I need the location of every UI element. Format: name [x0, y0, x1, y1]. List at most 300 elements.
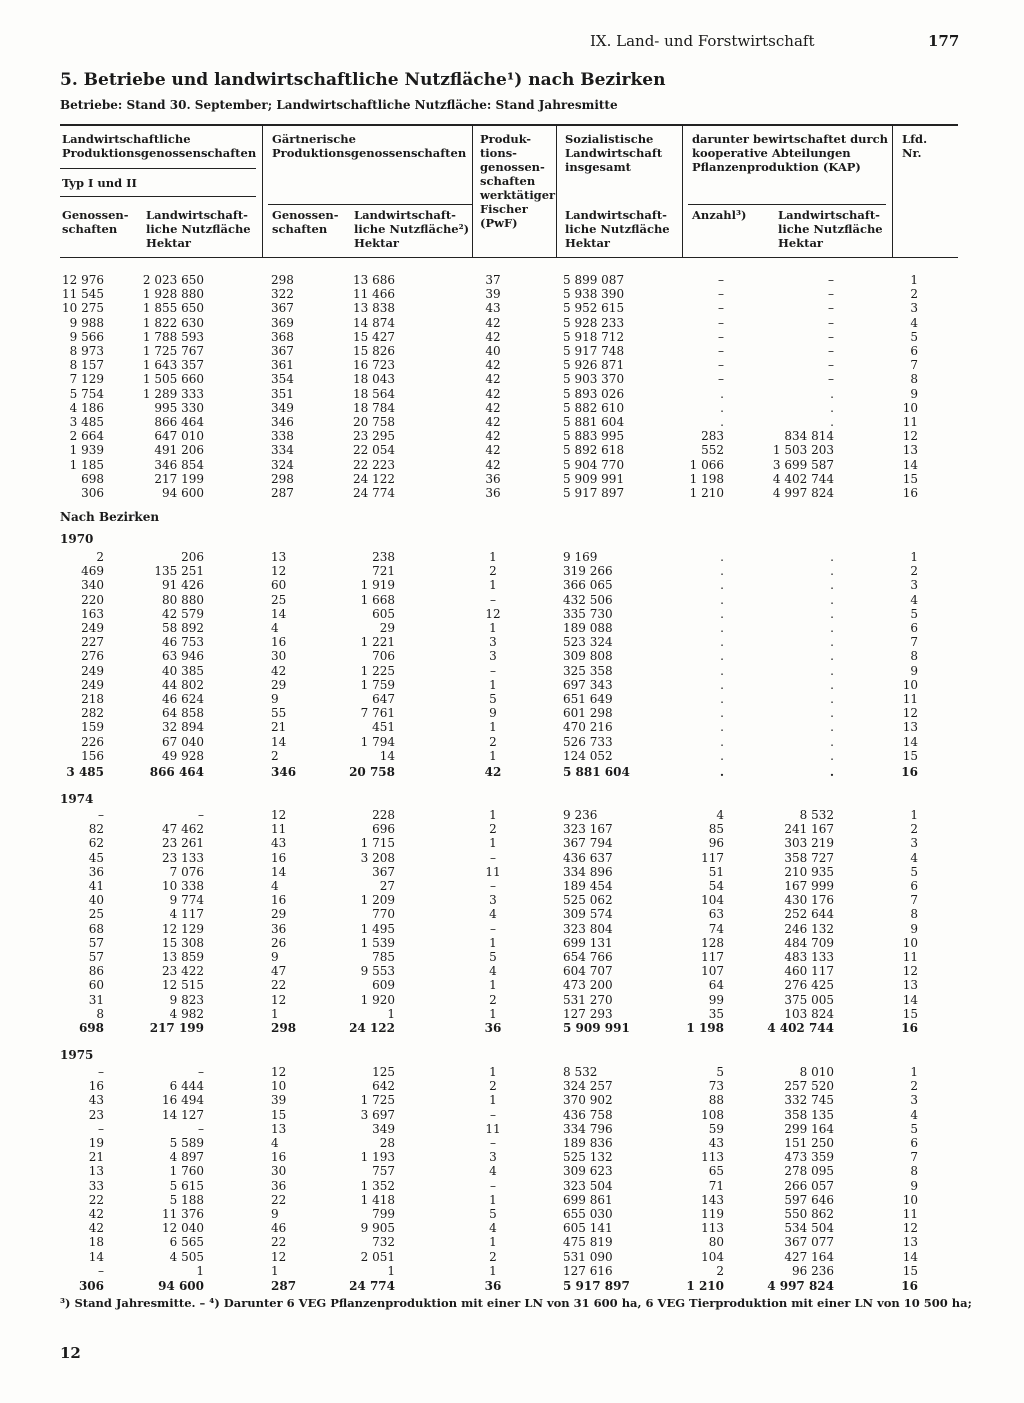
table-cell: 42	[485, 400, 501, 415]
table-row	[0, 344, 1024, 358]
table-cell: .	[830, 692, 834, 706]
table-cell: –	[490, 850, 496, 865]
table-cell: 654 766	[563, 950, 613, 964]
table-cell: 189 454	[563, 879, 613, 893]
table-cell: 1	[489, 1006, 497, 1021]
table-cell: 57	[88, 935, 104, 950]
table-cell: 46	[271, 1221, 287, 1236]
table-cell: 5 938 390	[563, 287, 625, 302]
table-cell: 1 725	[360, 1093, 395, 1108]
table-cell: 367	[271, 301, 294, 316]
table-cell: 59	[708, 1121, 724, 1136]
header-c2: Landwirtschaft- liche Nutzfläche Hektar	[146, 208, 251, 250]
table-cell: 40 385	[162, 663, 204, 678]
table-cell: 13	[88, 1164, 104, 1179]
table-cell: 9 236	[563, 808, 598, 822]
table-row	[0, 301, 1024, 315]
header-c1: Genossen- schaften	[62, 208, 129, 236]
table-cell: 4	[489, 1164, 497, 1179]
table-cell: 5 917 897	[563, 1279, 630, 1293]
table-cell: 5 754	[69, 386, 104, 401]
table-cell: .	[830, 621, 834, 635]
table-cell: 14	[902, 992, 918, 1007]
table-row	[0, 922, 1024, 936]
table-cell: 42	[88, 1207, 104, 1221]
table-cell: 1	[489, 1093, 497, 1108]
table-cell: 1 855 650	[142, 301, 204, 316]
table-cell: 4	[716, 808, 724, 822]
table-cell: .	[720, 400, 724, 415]
header-gpg: Gärtnerische Produktionsgenossenschaften	[272, 132, 467, 160]
table-cell: 2	[489, 1079, 497, 1094]
table-cell: 3	[489, 893, 497, 908]
table-cell: 550 862	[784, 1207, 834, 1221]
table-cell: 1 668	[360, 592, 395, 607]
table-cell: 276	[81, 649, 104, 664]
table-cell: 12	[902, 706, 918, 721]
table-cell: 36	[484, 1021, 502, 1035]
table-cell: 1	[489, 550, 497, 564]
table-cell: 249	[81, 621, 104, 635]
table-cell: 298	[271, 273, 294, 287]
footnote: ³) Stand Jahresmitte. – ⁴) Darunter 6 VEG Pflanzenproduktion mit einer LN von 31 600 ha, 6 VEG Tierproduktion mit einer LN von 10 500 ha;	[60, 1296, 972, 1310]
header-c3: Genossen- schaften	[272, 208, 339, 236]
table-cell: 42	[485, 443, 501, 458]
table-cell: 834 814	[784, 429, 834, 444]
table-cell: 11 466	[353, 287, 395, 302]
table-row	[0, 678, 1024, 692]
table-cell: 25	[88, 907, 104, 922]
table-cell: 13	[902, 443, 918, 458]
table-cell: 210 935	[784, 864, 834, 879]
table-cell: 995 330	[154, 400, 204, 415]
table-cell: 117	[701, 850, 724, 865]
header-c4: Landwirtschaft- liche Nutzfläche²) Hektar	[354, 208, 470, 250]
table-cell: 5 883 995	[563, 429, 625, 444]
table-cell: 3	[489, 635, 497, 650]
table-cell: 60	[88, 978, 104, 993]
table-row	[0, 664, 1024, 678]
table-cell: 8	[910, 372, 918, 387]
table-cell: 799	[372, 1207, 395, 1221]
table-cell: 322	[271, 287, 294, 302]
table-cell: 46 624	[162, 692, 204, 706]
table-cell: 227	[81, 635, 104, 650]
table-cell: 278 095	[784, 1164, 834, 1179]
table-cell: 5 882 610	[563, 400, 625, 415]
table-cell: 62	[88, 836, 104, 851]
table-cell: 323 504	[563, 1178, 613, 1193]
table-cell: 16	[901, 765, 918, 779]
table-cell: .	[720, 621, 724, 635]
table-cell: 5 881 604	[563, 765, 630, 779]
table-cell: 1 788 593	[142, 329, 204, 344]
table-cell: 12	[271, 1065, 287, 1079]
table-cell: 16	[902, 486, 918, 500]
table-cell: 4 402 744	[767, 1021, 834, 1035]
col-divider	[262, 126, 263, 257]
table-cell: 9	[489, 706, 497, 721]
section-nach-bezirken: Nach Bezirken	[60, 510, 160, 524]
table-cell: 13	[271, 1121, 287, 1136]
table-cell: –	[490, 663, 496, 678]
table-cell: 127 293	[563, 1006, 613, 1021]
table-cell: 14	[902, 734, 918, 749]
table-title: 5. Betriebe und landwirtschaftliche Nutzfläche¹) nach Bezirken	[60, 70, 666, 90]
table-cell: 6	[910, 1136, 918, 1150]
table-cell: 16	[901, 1021, 918, 1035]
table-cell: 5 615	[169, 1178, 204, 1193]
table-row	[0, 851, 1024, 865]
table-cell: 9	[271, 1207, 279, 1221]
table-cell: .	[830, 578, 834, 593]
table-cell: 309 623	[563, 1164, 613, 1179]
table-cell: 4	[910, 1107, 918, 1122]
table-cell: 249	[81, 677, 104, 692]
table-cell: –	[490, 921, 496, 936]
table-cell: 143	[701, 1192, 724, 1207]
table-cell: 36	[485, 471, 501, 486]
table-cell: 20 758	[349, 765, 395, 779]
table-cell: 491 206	[154, 443, 204, 458]
table-cell: 64 858	[162, 706, 204, 721]
table-cell: 125	[372, 1065, 395, 1079]
table-cell: 12	[271, 564, 287, 579]
table-total-row	[0, 765, 1024, 779]
table-cell: 39	[485, 287, 501, 302]
table-cell: –	[718, 344, 724, 358]
table-row	[0, 1207, 1024, 1221]
table-row	[0, 822, 1024, 836]
table-cell: 9	[910, 1178, 918, 1193]
table-cell: 324	[271, 457, 294, 472]
table-cell: 4	[489, 907, 497, 922]
table-cell: 99	[708, 992, 724, 1007]
table-cell: 47	[271, 964, 287, 979]
col-divider	[472, 126, 473, 257]
table-cell: 5	[910, 606, 918, 621]
table-cell: 299 164	[784, 1121, 834, 1136]
table-cell: 119	[701, 1207, 724, 1221]
table-cell: 32 894	[162, 720, 204, 735]
table-cell: 33	[88, 1178, 104, 1193]
table-cell: 1 503 203	[772, 443, 834, 458]
table-cell: 4 897	[169, 1150, 204, 1165]
table-cell: .	[830, 720, 834, 735]
table-cell: 15	[902, 748, 918, 763]
table-cell: 1 725 767	[142, 344, 204, 358]
table-cell: 1 198	[689, 471, 724, 486]
table-cell: 128	[701, 935, 724, 950]
table-cell: 42	[485, 329, 501, 344]
table-cell: 287	[271, 486, 294, 500]
table-cell: 9	[910, 386, 918, 401]
table-cell: 732	[372, 1235, 395, 1250]
table-cell: 8	[910, 649, 918, 664]
table-cell: 42	[485, 415, 501, 429]
table-cell: 159	[81, 720, 104, 735]
table-cell: 36	[485, 486, 501, 500]
table-cell: 13 686	[353, 273, 395, 287]
table-cell: 67 040	[162, 734, 204, 749]
table-cell: 24 774	[349, 1279, 395, 1293]
table-cell: 5 926 871	[563, 358, 625, 373]
table-cell: 4 505	[169, 1249, 204, 1264]
table-cell: 42	[485, 315, 501, 330]
table-cell: .	[830, 706, 834, 721]
table-cell: 1	[489, 1235, 497, 1250]
table-cell: 303 219	[784, 836, 834, 851]
table-cell: 1 185	[69, 457, 104, 472]
table-cell: 6 565	[169, 1235, 204, 1250]
table-cell: 604 707	[563, 964, 613, 979]
table-cell: 9 169	[563, 550, 598, 564]
table-row	[0, 635, 1024, 649]
table-cell: 11	[902, 950, 918, 964]
table-cell: 483 133	[784, 950, 834, 964]
table-row	[0, 692, 1024, 706]
table-cell: 1 221	[360, 635, 395, 650]
table-row	[0, 720, 1024, 734]
table-cell: –	[718, 329, 724, 344]
table-cell: 206	[181, 550, 204, 564]
table-cell: 13	[902, 1235, 918, 1250]
table-cell: 96	[708, 836, 724, 851]
table-cell: 697 343	[563, 677, 613, 692]
table-cell: 2	[489, 822, 497, 837]
header-bottom-rule	[60, 257, 958, 258]
table-row	[0, 564, 1024, 578]
table-total-row	[0, 1279, 1024, 1293]
table-cell: 1	[910, 1065, 918, 1079]
table-cell: 8 973	[69, 344, 104, 358]
table-cell: 1	[387, 1006, 395, 1021]
table-cell: 16 723	[353, 358, 395, 373]
table-cell: 103 824	[784, 1006, 834, 1021]
table-cell: 14	[271, 606, 287, 621]
table-cell: –	[828, 287, 834, 302]
table-cell: 14	[902, 457, 918, 472]
table-cell: 8 532	[799, 808, 834, 822]
table-cell: 2	[489, 564, 497, 579]
table-cell: 1 352	[360, 1178, 395, 1193]
table-cell: 651 649	[563, 692, 613, 706]
table-cell: 6	[910, 879, 918, 893]
table-cell: –	[198, 1065, 204, 1079]
table-cell: 13	[271, 550, 287, 564]
table-cell: 42	[484, 765, 502, 779]
table-cell: 9 823	[169, 992, 204, 1007]
table-cell: 36	[271, 921, 287, 936]
table-cell: 10 275	[62, 301, 104, 316]
table-cell: 552	[701, 443, 724, 458]
table-cell: 124 052	[563, 748, 613, 763]
table-cell: 5 918 712	[563, 329, 625, 344]
table-cell: 5 903 370	[563, 372, 625, 387]
table-cell: 5 892 618	[563, 443, 625, 458]
table-cell: 9 774	[169, 893, 204, 908]
table-cell: 9 566	[69, 329, 104, 344]
table-cell: 323 167	[563, 822, 613, 837]
table-cell: 14 874	[353, 315, 395, 330]
table-cell: 12	[271, 808, 287, 822]
table-cell: 10	[902, 1192, 918, 1207]
table-cell: –	[98, 1263, 104, 1278]
table-cell: .	[720, 564, 724, 579]
table-cell: 8	[910, 907, 918, 922]
table-cell: 11	[485, 864, 501, 879]
table-cell: 1	[489, 677, 497, 692]
table-row	[0, 1193, 1024, 1207]
table-cell: 1 210	[689, 486, 724, 500]
table-cell: 8	[96, 1006, 104, 1021]
table-cell: 601 298	[563, 706, 613, 721]
table-cell: 46 753	[162, 635, 204, 650]
table-cell: 24 774	[353, 486, 395, 500]
table-row	[0, 1235, 1024, 1249]
table-cell: 94 600	[162, 486, 204, 500]
table-cell: 4	[271, 1136, 279, 1150]
table-cell: 1 225	[360, 663, 395, 678]
table-cell: 43	[88, 1093, 104, 1108]
table-cell: 12 040	[162, 1221, 204, 1236]
table-cell: 60	[271, 578, 287, 593]
table-row	[0, 1150, 1024, 1164]
table-cell: 10	[271, 1079, 287, 1094]
table-cell: –	[490, 1178, 496, 1193]
table-cell: 523 324	[563, 635, 613, 650]
table-cell: 375 005	[784, 992, 834, 1007]
table-cell: 525 132	[563, 1150, 613, 1165]
table-cell: 64	[708, 978, 724, 993]
table-cell: 531 090	[563, 1249, 613, 1264]
table-cell: 41	[88, 879, 104, 893]
table-cell: 2 051	[360, 1249, 395, 1264]
table-cell: 42	[485, 429, 501, 444]
table-cell: 238	[372, 550, 395, 564]
table-cell: 325 358	[563, 663, 613, 678]
table-cell: 1	[489, 1065, 497, 1079]
table-cell: 9	[910, 663, 918, 678]
table-cell: 22	[271, 1235, 287, 1250]
table-cell: .	[720, 578, 724, 593]
table-cell: 220	[81, 592, 104, 607]
table-cell: 43	[708, 1136, 724, 1150]
table-cell: 1 505 660	[142, 372, 204, 387]
table-cell: 5 589	[169, 1136, 204, 1150]
table-cell: 5	[489, 692, 497, 706]
table-cell: 346	[271, 765, 297, 779]
table-cell: 18 564	[353, 386, 395, 401]
table-cell: 11 545	[62, 287, 104, 302]
table-cell: 3	[910, 836, 918, 851]
table-cell: 309 808	[563, 649, 613, 664]
table-row	[0, 865, 1024, 879]
table-cell: 19	[88, 1136, 104, 1150]
table-cell: 340	[81, 578, 104, 593]
table-cell: 369	[271, 315, 294, 330]
table-cell: 609	[372, 978, 395, 993]
table-cell: –	[490, 879, 496, 893]
table-row	[0, 649, 1024, 663]
table-cell: 6	[910, 344, 918, 358]
table-row	[0, 273, 1024, 287]
table-cell: –	[490, 1107, 496, 1122]
table-cell: 151 250	[784, 1136, 834, 1150]
table-row	[0, 607, 1024, 621]
table-cell: –	[198, 808, 204, 822]
table-cell: 8	[910, 1164, 918, 1179]
table-cell: 266 057	[784, 1178, 834, 1193]
table-cell: 30	[271, 1164, 287, 1179]
table-cell: 21	[271, 720, 287, 735]
table-cell: 18	[88, 1235, 104, 1250]
table-cell: 42	[485, 372, 501, 387]
table-cell: 96 236	[792, 1263, 834, 1278]
table-cell: .	[720, 706, 724, 721]
table-cell: 351	[271, 386, 294, 401]
table-row	[0, 401, 1024, 415]
table-row	[0, 978, 1024, 992]
table-cell: 7	[910, 635, 918, 650]
table-cell: 4	[271, 879, 279, 893]
table-cell: 74	[708, 921, 724, 936]
table-cell: .	[720, 592, 724, 607]
table-cell: 4 997 824	[772, 486, 834, 500]
typ-rule	[60, 196, 256, 197]
table-cell: 430 176	[784, 893, 834, 908]
table-cell: 14	[271, 734, 287, 749]
table-cell: 4 117	[169, 907, 204, 922]
table-cell: 8 157	[69, 358, 104, 373]
table-cell: 2	[489, 1249, 497, 1264]
header-c8: Landwirtschaft- liche Nutzfläche Hektar	[778, 208, 883, 250]
table-cell: 28	[379, 1136, 395, 1150]
table-cell: –	[98, 1065, 104, 1079]
table-cell: 57	[88, 950, 104, 964]
table-cell: 15	[902, 471, 918, 486]
table-cell: 785	[372, 950, 395, 964]
table-cell: 11	[485, 1121, 501, 1136]
table-cell: 25	[271, 592, 287, 607]
table-cell: 26	[271, 935, 287, 950]
table-cell: –	[718, 273, 724, 287]
table-cell: 11	[902, 692, 918, 706]
table-cell: 14	[88, 1249, 104, 1264]
table-cell: .	[830, 400, 834, 415]
table-cell: 43	[485, 301, 501, 316]
table-cell: 4	[489, 964, 497, 979]
table-cell: .	[720, 649, 724, 664]
table-cell: 135 251	[154, 564, 204, 579]
table-cell: 534 504	[784, 1221, 834, 1236]
table-cell: .	[720, 677, 724, 692]
table-cell: 1	[387, 1263, 395, 1278]
table-cell: .	[830, 415, 834, 429]
table-cell: 605 141	[563, 1221, 613, 1236]
table-cell: 368	[271, 329, 294, 344]
table-cell: 104	[701, 893, 724, 908]
table-cell: 9	[910, 921, 918, 936]
table-cell: 113	[701, 1150, 724, 1165]
table-cell: 5 188	[169, 1192, 204, 1207]
table-cell: –	[828, 273, 834, 287]
table-cell: 63	[708, 907, 724, 922]
header-soz: Sozialistische Landwirtschaft insgesamt	[565, 132, 663, 174]
table-cell: 15	[902, 1006, 918, 1021]
table-cell: 30	[271, 649, 287, 664]
table-cell: 2	[489, 992, 497, 1007]
